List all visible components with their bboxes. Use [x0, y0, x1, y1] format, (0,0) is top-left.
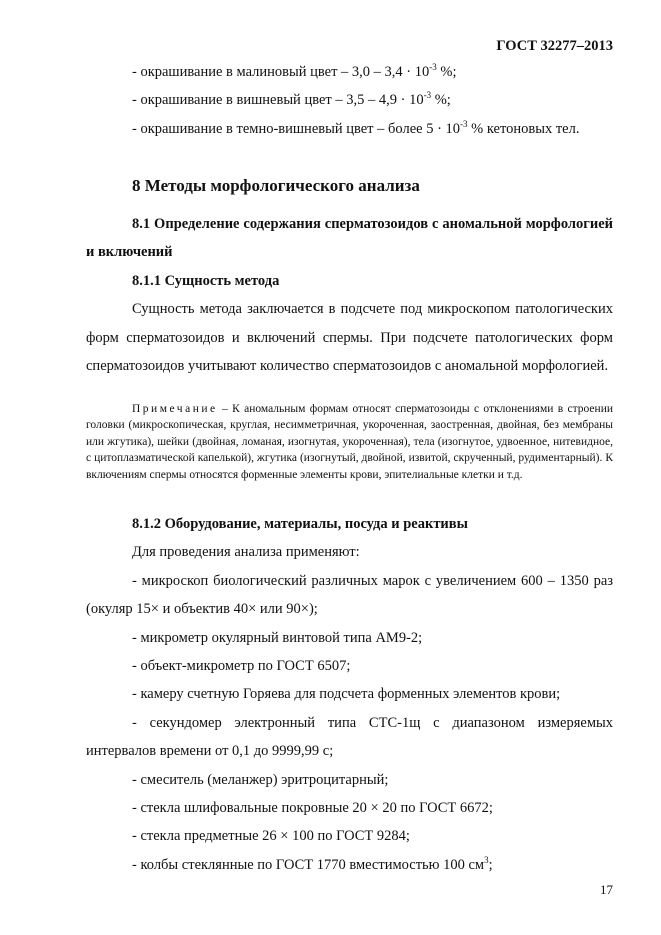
list-item: - камеру счетную Горяева для подсчета форменных элементов крови;: [132, 686, 561, 703]
list-item: - смеситель (меланжер) эритроцитарный;: [132, 771, 389, 788]
note-paragraph: [0, 401, 661, 483]
list-item: - микроскоп биологический различных марок с увеличением 600 – 1350 раз (окуляр 15× и объектив 40× или 90×);: [86, 572, 613, 618]
page-number: 17: [600, 882, 613, 897]
note-label: Примечание: [132, 403, 218, 415]
subsubsection-heading: 8.1.1 Сущность метода: [132, 272, 280, 289]
section-8-1-block: [0, 210, 661, 380]
list-item: - колбы стеклянные по ГОСТ 1770 вместимостью 100 $см^3$;: [132, 855, 493, 873]
body-paragraph: Сущность метода заключается в подсчете под микроскопом патологических форм сперматозоидов и включений спермы. При подсчете патологических форм сперматозоидов учитывают количество сперматозоидов с аномальной морфологией.: [86, 301, 613, 375]
list-item: - стекла предметные 26 × 100 по ГОСТ 9284;: [132, 828, 410, 845]
section-heading: 8 Методы морфологического анализа: [132, 176, 420, 195]
note-block: [0, 401, 661, 483]
note-text: – К аномальным формам относят сперматозоиды с отклонениями в строении головки (микроскопическая, круглая, несимметричная, укороченная, заостренная, двойная, без мембраны или жгутика), шейки (двойная, ломаная, изогнутая, укороченная), тела (изогнутое, удвоенное, нитевидное, с цитоплазматической капелькой), жгутика (изогнутый, двойной, извитой, скрученный, рудиментарный). К включениям спермы относятся форменные элементы крови, эпителиальные клетки и т.д.: [86, 403, 613, 481]
list-item: - стекла шлифовальные покровные 20 × 20 по ГОСТ 6672;: [132, 800, 493, 817]
list-item: - секундомер электронный типа СТС-1щ с диапазоном измеряемых интервалов времени от 0,1 до 9999,99 с;: [86, 714, 613, 760]
list-item: - объект-микрометр по ГОСТ 6507;: [132, 658, 351, 675]
list-item: - микрометр окулярный винтовой типа АМ9-2;: [132, 629, 423, 646]
top-list: [0, 58, 661, 143]
section-8-heading-block: [0, 172, 661, 200]
subsection-heading: 8.1 Определение содержания сперматозоидов с аномальной морфологией и включений: [86, 216, 613, 261]
list-item: - окрашивание в темно-вишневый цвет – более $5 \cdot 10^{-3}$ % кетоновых тел.: [132, 118, 580, 137]
subsubsection-heading: 8.1.2 Оборудование, материалы, посуда и реактивы: [132, 516, 468, 532]
section-8-1-2-block: [0, 510, 661, 879]
list-item: - окрашивание в малиновый цвет – $3,0 - 3,4 \cdot 10^{-3}$ %;: [132, 62, 457, 80]
list-item: - окрашивание в вишневый цвет – $3,5 - 4,9 \cdot 10^{-3}$ %;: [132, 90, 451, 109]
body-paragraph: Для проведения анализа применяют:: [132, 544, 360, 561]
standard-header: ГОСТ 32277–2013: [496, 38, 613, 54]
